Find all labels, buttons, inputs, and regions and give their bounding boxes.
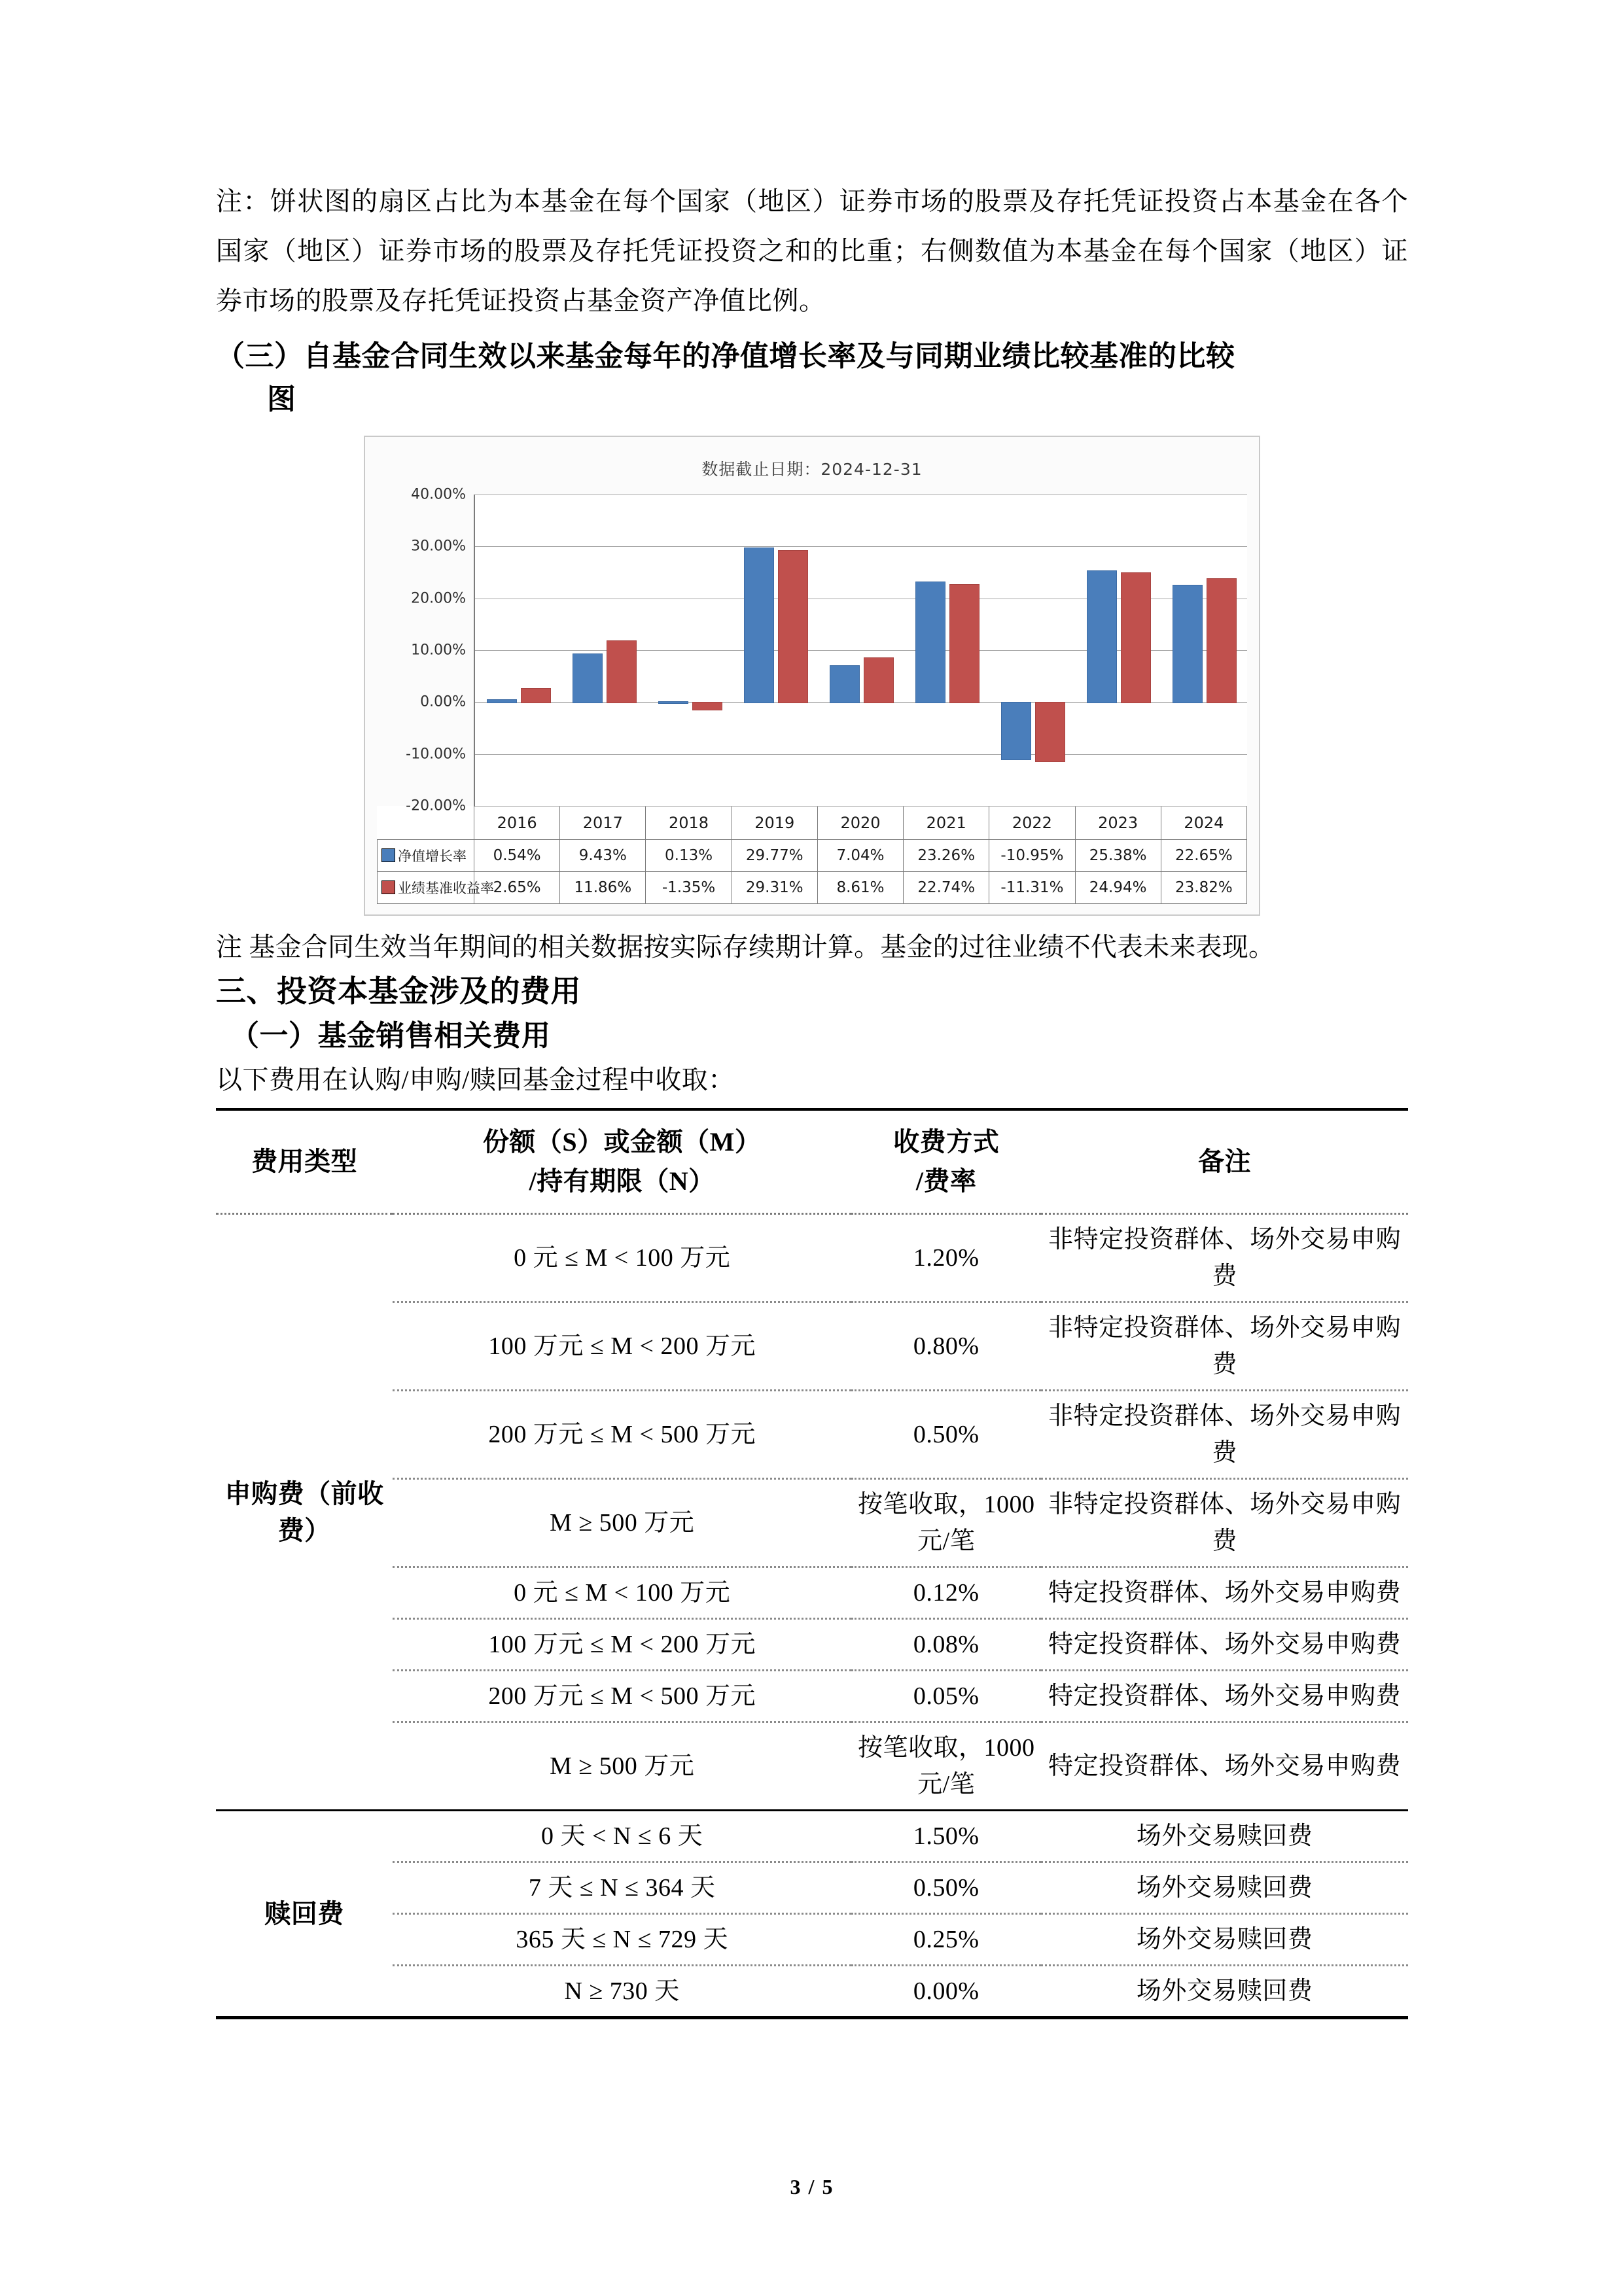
fee-rate-cell: 0.08% — [913, 1631, 980, 1658]
legend-swatch-nav-icon — [381, 848, 395, 862]
fee-amount-cell: 365 天 ≤ N ≤ 729 天 — [516, 1926, 728, 1953]
chart-value-cell: 2.65% — [474, 872, 560, 904]
chart-bar-group — [904, 495, 990, 806]
chart-y-tick: -10.00% — [406, 746, 466, 763]
chart-bar — [1121, 572, 1151, 703]
fee-note-cell: 特定投资群体、场外交易申购费 — [1048, 1631, 1402, 1658]
chart-bar — [487, 699, 517, 703]
chart-series-row — [378, 840, 1247, 872]
fee-table-row — [216, 1619, 1408, 1671]
chart-value-cell: -10.95% — [989, 840, 1075, 872]
chart-legend-item — [378, 840, 474, 872]
fee-table-row — [216, 1966, 1408, 2018]
fee-table-row — [216, 1862, 1408, 1914]
chart-bar — [658, 701, 688, 704]
chart-value-cell: 29.77% — [732, 840, 817, 872]
fee-rate-cell: 0.80% — [913, 1332, 980, 1360]
fee-note-cell: 特定投资群体、场外交易申购费 — [1048, 1752, 1402, 1780]
chart-value-cell: 0.54% — [474, 840, 560, 872]
chart-value-cell: 23.26% — [904, 840, 989, 872]
chart-value-cell: 29.31% — [732, 872, 817, 904]
chart-bar-group — [1076, 495, 1161, 806]
chart-bar — [1001, 702, 1031, 760]
fee-table-row — [216, 1391, 1408, 1479]
section-heading-three-line2: 图 — [267, 383, 296, 415]
fee-table-body — [216, 1214, 1408, 2018]
chart-bar — [521, 688, 551, 703]
chart-bar — [949, 584, 980, 703]
fee-header-rate — [851, 1109, 1041, 1214]
chart-bar — [1207, 578, 1237, 703]
chart-bar — [1035, 702, 1065, 762]
fee-rate-cell: 1.50% — [913, 1822, 980, 1850]
chart-plot-area — [474, 495, 1247, 806]
chart-data-table-body — [378, 807, 1247, 904]
chart-y-tick: 10.00% — [411, 642, 466, 659]
chart-value-cell: -1.35% — [646, 872, 732, 904]
fee-category-redemption: 赎回费 — [264, 1898, 344, 1928]
fee-note-cell: 非特定投资群体、场外交易申购费 — [1048, 1402, 1402, 1467]
chart-data-table — [377, 806, 1247, 904]
fee-amount-cell: M ≥ 500 万元 — [550, 1752, 695, 1780]
fee-rate-cell: 0.12% — [913, 1579, 980, 1607]
chart-y-tick: 20.00% — [411, 590, 466, 607]
fee-rate-cell: 按笔收取，1000元/笔 — [857, 1491, 1035, 1555]
fee-amount-cell: 100 万元 ≤ M < 200 万元 — [488, 1332, 756, 1360]
chart-year-label: 2018 — [646, 807, 732, 840]
fee-note-cell: 非特定投资群体、场外交易申购费 — [1048, 1491, 1402, 1555]
fee-note-cell: 场外交易赎回费 — [1136, 1822, 1313, 1850]
fee-table-row — [216, 1671, 1408, 1722]
chart-legend-label: 净值增长率 — [398, 848, 467, 864]
fee-header-rate-line2: /费率 — [915, 1166, 977, 1196]
fee-table-row — [216, 1811, 1408, 1862]
fee-amount-cell: 200 万元 ≤ M < 500 万元 — [488, 1682, 756, 1710]
fee-rate-cell: 0.25% — [913, 1926, 980, 1953]
chart-year-label: 2016 — [474, 807, 560, 840]
chart-series-row — [378, 872, 1247, 904]
page-footer: 3 / 5 — [790, 2175, 834, 2199]
chart-y-axis — [377, 486, 474, 814]
fee-header-note: 备注 — [1198, 1147, 1252, 1176]
section-heading-three — [216, 335, 1408, 421]
fee-category-subscription: 申购费（前收费） — [224, 1478, 384, 1545]
fee-table — [216, 1108, 1408, 2019]
legend-swatch-benchmark-icon — [381, 880, 395, 894]
fee-amount-cell: 0 元 ≤ M < 100 万元 — [514, 1579, 731, 1607]
fee-amount-cell: M ≥ 500 万元 — [550, 1509, 695, 1537]
chart-value-cell: 22.65% — [1161, 840, 1246, 872]
fee-amount-cell: 0 元 ≤ M < 100 万元 — [514, 1244, 731, 1272]
chart-bar-group — [990, 495, 1076, 806]
chart-legend-item — [378, 872, 494, 904]
fee-table-header-row — [216, 1109, 1408, 1214]
fee-header-amount — [393, 1109, 851, 1214]
fee-table-row — [216, 1914, 1408, 1966]
chart-bar — [573, 653, 603, 704]
chart-year-label: 2017 — [560, 807, 646, 840]
fee-table-row — [216, 1567, 1408, 1619]
chart-value-cell: 0.13% — [646, 840, 732, 872]
fee-rate-cell: 0.50% — [913, 1874, 980, 1902]
fee-header-category: 费用类型 — [251, 1147, 358, 1176]
chart-gridline — [475, 806, 1247, 807]
chart-bar-group — [1161, 495, 1247, 806]
chart-legend-label: 业绩基准收益率 — [398, 880, 494, 896]
chart-value-cell: 25.38% — [1075, 840, 1161, 872]
chart-value-cell: 9.43% — [560, 840, 646, 872]
fee-note-cell: 非特定投资群体、场外交易申购费 — [1048, 1226, 1402, 1290]
chart-bar-group — [818, 495, 904, 806]
section-heading-yi: （一）基金销售相关费用 — [230, 1020, 551, 1052]
section-heading-three-line1: （三）自基金合同生效以来基金每年的净值增长率及与同期业绩比较基准的比较 — [216, 340, 1235, 372]
performance-note: 注 基金合同生效当年期间的相关数据按实际存续期计算。基金的过往业绩不代表未来表现。 — [216, 932, 1275, 962]
fee-table-row — [216, 1722, 1408, 1811]
performance-bar-chart — [364, 436, 1260, 916]
fee-rate-cell: 0.05% — [913, 1682, 980, 1710]
chart-title: 数据截止日期：2024-12-31 — [701, 460, 923, 479]
chart-plot-row — [377, 486, 1247, 814]
chart-bar — [1087, 570, 1117, 703]
fee-table-head — [216, 1109, 1408, 1214]
pie-chart-note: 注：饼状图的扇区占比为本基金在每个国家（地区）证券市场的股票及存托凭证投资占本基金在各个国家（地区）证券市场的股票及存托凭证投资之和的比重；右侧数值为本基金在每个国家（地区）证券市场的股票及存托凭证投资占基金资产净值比例。 — [216, 186, 1408, 315]
chart-y-tick: -20.00% — [406, 797, 466, 814]
chart-year-label: 2023 — [1075, 807, 1161, 840]
fee-header-rate-line1: 收费方式 — [893, 1127, 1000, 1157]
chart-bar-group — [475, 495, 561, 806]
chart-year-label: 2022 — [989, 807, 1075, 840]
fee-amount-cell: 200 万元 ≤ M < 500 万元 — [488, 1421, 756, 1448]
fee-header-amount-line1: 份额（S）或金额（M） — [482, 1127, 762, 1157]
fee-rate-cell: 按笔收取，1000元/笔 — [857, 1734, 1035, 1798]
section-heading-san: 三、投资本基金涉及的费用 — [216, 975, 581, 1008]
chart-value-cell: 24.94% — [1075, 872, 1161, 904]
chart-bar-group — [732, 495, 818, 806]
fee-table-row — [216, 1214, 1408, 1302]
chart-bar-group — [561, 495, 646, 806]
fee-amount-cell: N ≥ 730 天 — [564, 1977, 680, 2005]
chart-value-cell: -11.31% — [989, 872, 1075, 904]
chart-y-tick: 30.00% — [411, 538, 466, 555]
chart-bar — [778, 550, 808, 704]
chart-bars — [475, 495, 1247, 806]
fee-intro-text: 以下费用在认购/申购/赎回基金过程中收取： — [216, 1065, 735, 1094]
chart-year-label: 2021 — [904, 807, 989, 840]
chart-bar — [915, 582, 945, 704]
chart-bar-group — [646, 495, 732, 806]
chart-year-row — [378, 807, 1247, 840]
fee-note-cell: 场外交易赎回费 — [1136, 1977, 1313, 2005]
fee-note-cell: 特定投资群体、场外交易申购费 — [1048, 1579, 1402, 1607]
fee-table-row — [216, 1302, 1408, 1391]
fee-note-cell: 非特定投资群体、场外交易申购费 — [1048, 1314, 1402, 1378]
chart-y-tick: 40.00% — [411, 486, 466, 503]
fee-amount-cell: 100 万元 ≤ M < 200 万元 — [488, 1631, 756, 1658]
fee-rate-cell: 0.50% — [913, 1421, 980, 1448]
chart-bar — [692, 702, 722, 710]
fee-note-cell: 场外交易赎回费 — [1136, 1926, 1313, 1953]
chart-value-cell: 11.86% — [560, 872, 646, 904]
chart-value-cell: 7.04% — [817, 840, 903, 872]
fee-rate-cell: 0.00% — [913, 1977, 980, 2005]
fee-rate-cell: 1.20% — [913, 1244, 980, 1272]
chart-bar — [607, 640, 637, 703]
chart-year-label: 2020 — [817, 807, 903, 840]
chart-y-tick: 0.00% — [420, 693, 466, 710]
chart-year-label: 2024 — [1161, 807, 1246, 840]
fee-amount-cell: 7 天 ≤ N ≤ 364 天 — [528, 1874, 716, 1902]
fee-note-cell: 特定投资群体、场外交易申购费 — [1048, 1682, 1402, 1710]
chart-value-cell: 22.74% — [904, 872, 989, 904]
chart-year-label: 2019 — [732, 807, 817, 840]
fee-table-row — [216, 1479, 1408, 1567]
chart-bar — [744, 548, 774, 703]
chart-bar — [1173, 585, 1203, 704]
chart-bar — [864, 657, 894, 703]
chart-bar — [830, 665, 860, 703]
fee-header-amount-line2: /持有期限（N） — [529, 1166, 715, 1196]
fee-note-cell: 场外交易赎回费 — [1136, 1874, 1313, 1902]
fee-amount-cell: 0 天 < N ≤ 6 天 — [541, 1822, 703, 1850]
chart-value-cell: 23.82% — [1161, 872, 1246, 904]
chart-value-cell: 8.61% — [817, 872, 903, 904]
